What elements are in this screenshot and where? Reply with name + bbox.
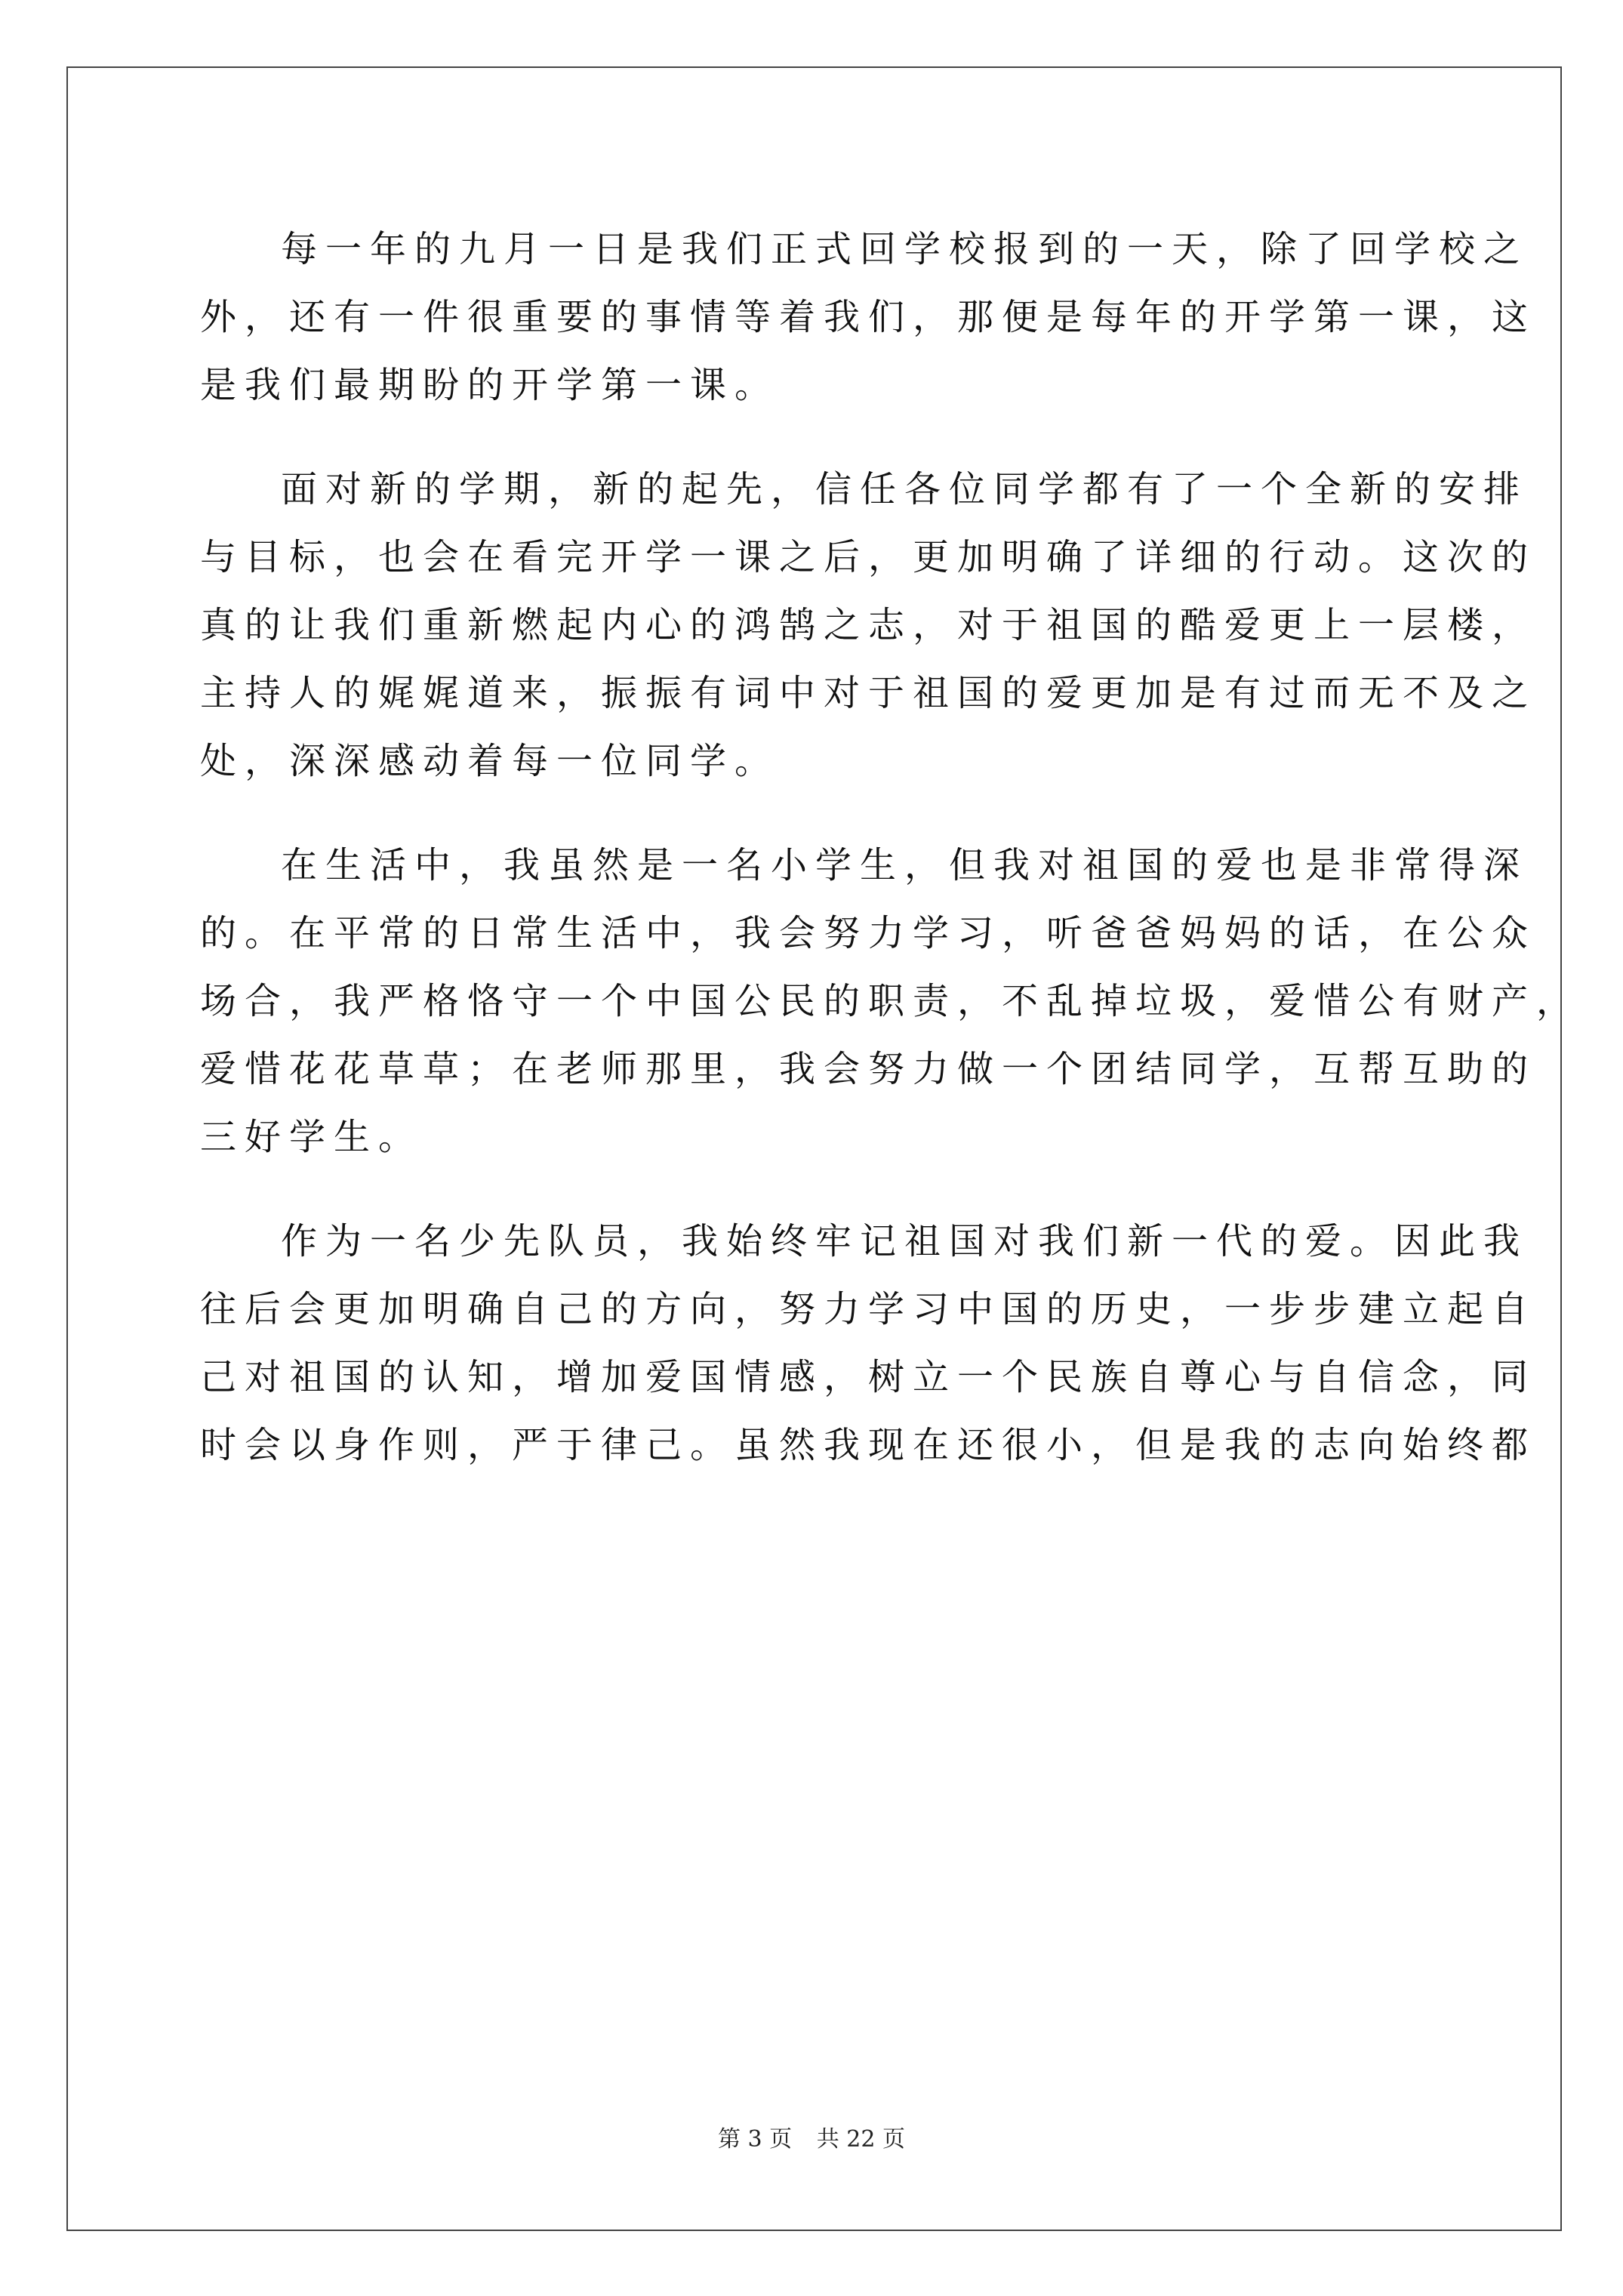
paragraph-3 bbox=[200, 831, 1581, 1171]
page-total: 共 22 页 bbox=[816, 2126, 906, 2153]
paragraph-line: 每一年的九月一日是我们正式回学校报到的一天，除了回学校之 bbox=[281, 228, 1529, 270]
paragraph-line: 面对新的学期，新的起先，信任各位同学都有了一个全新的安排 bbox=[281, 468, 1529, 510]
paragraph-line: 场合，我严格恪守一个中国公民的职责，不乱掉垃圾，爱惜公有财产， bbox=[200, 980, 1581, 1022]
paragraph-line: 处，深深感动着每一位同学。 bbox=[200, 740, 780, 782]
paragraph-line: 爱惜花花草草；在老师那里，我会努力做一个团结同学，互帮互助的 bbox=[200, 1048, 1537, 1090]
paragraph-line: 作为一名少先队员，我始终牢记祖国对我们新一代的爱。因此我 bbox=[281, 1220, 1529, 1262]
paragraph-2 bbox=[200, 455, 1537, 795]
paragraph-line: 是我们最期盼的开学第一课。 bbox=[200, 364, 780, 406]
document-body bbox=[200, 215, 1581, 1479]
paragraph-line: 三好学生。 bbox=[200, 1116, 423, 1158]
paragraph-1 bbox=[200, 215, 1537, 419]
paragraph-4 bbox=[200, 1207, 1537, 1479]
paragraph-line: 在生活中，我虽然是一名小学生，但我对祖国的爱也是非常得深 bbox=[281, 844, 1529, 886]
page-footer bbox=[0, 2120, 1623, 2153]
paragraph-line: 主持人的娓娓道来，振振有词中对于祖国的爱更加是有过而无不及之 bbox=[200, 672, 1537, 714]
page-number: 第 3 页 bbox=[717, 2126, 793, 2153]
paragraph-line: 与目标，也会在看完开学一课之后，更加明确了详细的行动。这次的 bbox=[200, 536, 1537, 578]
paragraph-line: 真的让我们重新燃起内心的鸿鹄之志，对于祖国的酷爱更上一层楼， bbox=[200, 604, 1537, 646]
paragraph-line: 己对祖国的认知，增加爱国情感，树立一个民族自尊心与自信念，同 bbox=[200, 1356, 1537, 1398]
paragraph-line: 时会以身作则，严于律己。虽然我现在还很小，但是我的志向始终都 bbox=[200, 1424, 1537, 1466]
paragraph-line: 外，还有一件很重要的事情等着我们，那便是每年的开学第一课，这 bbox=[200, 296, 1537, 338]
paragraph-line: 往后会更加明确自己的方向，努力学习中国的历史，一步步建立起自 bbox=[200, 1288, 1537, 1330]
paragraph-line: 的。在平常的日常生活中，我会努力学习，听爸爸妈妈的话，在公众 bbox=[200, 912, 1537, 954]
